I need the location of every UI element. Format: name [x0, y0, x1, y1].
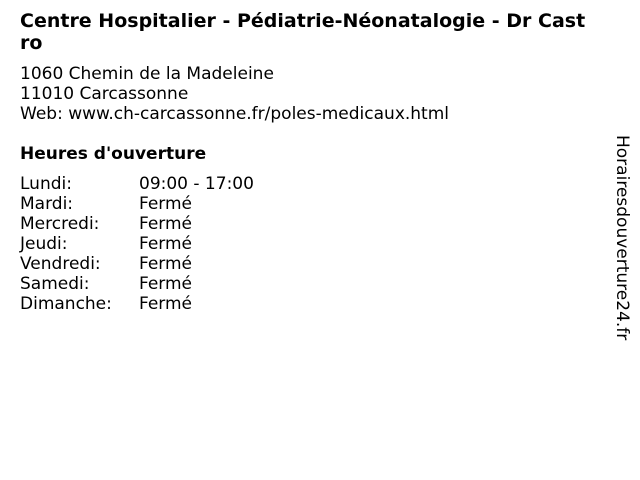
- hours-row-jeudi: [20, 234, 254, 254]
- opening-hours-table: [20, 174, 254, 314]
- hours-value: Fermé: [139, 194, 193, 214]
- day-label: Mardi:: [20, 194, 74, 214]
- hours-row-vendredi: [20, 254, 254, 274]
- website-label: Web:: [20, 104, 69, 124]
- website-link[interactable]: www.ch-carcassonne.fr/poles-medicaux.html: [68, 104, 450, 124]
- day-label: Jeudi:: [20, 234, 68, 254]
- address-block: [20, 64, 449, 124]
- hours-value: Fermé: [139, 214, 193, 234]
- hours-value: Fermé: [139, 254, 193, 274]
- day-label: Lundi:: [20, 174, 72, 194]
- hours-row-lundi: [20, 174, 254, 194]
- hours-row-dimanche: [20, 294, 254, 314]
- hours-value: 09:00 - 17:00: [139, 174, 254, 194]
- hours-value: Fermé: [139, 234, 193, 254]
- hours-row-samedi: [20, 274, 254, 294]
- day-label: Mercredi:: [20, 214, 100, 234]
- page-title: Centre Hospitalier - Pédiatrie-Néonatalogie - Dr Castro: [20, 10, 586, 54]
- street-address: 1060 Chemin de la Madeleine: [20, 64, 274, 84]
- hours-row-mercredi: [20, 214, 254, 234]
- hours-row-mardi: [20, 194, 254, 214]
- site-watermark: Horairesdouverture24.fr: [612, 135, 632, 341]
- postal-city: 11010 Carcassonne: [20, 84, 189, 104]
- day-label: Vendredi:: [20, 254, 101, 274]
- day-label: Samedi:: [20, 274, 90, 294]
- website-line: [20, 104, 449, 124]
- hours-value: Fermé: [139, 294, 193, 314]
- day-label: Dimanche:: [20, 294, 112, 314]
- opening-hours-heading: Heures d'ouverture: [20, 144, 207, 164]
- hours-value: Fermé: [139, 274, 193, 294]
